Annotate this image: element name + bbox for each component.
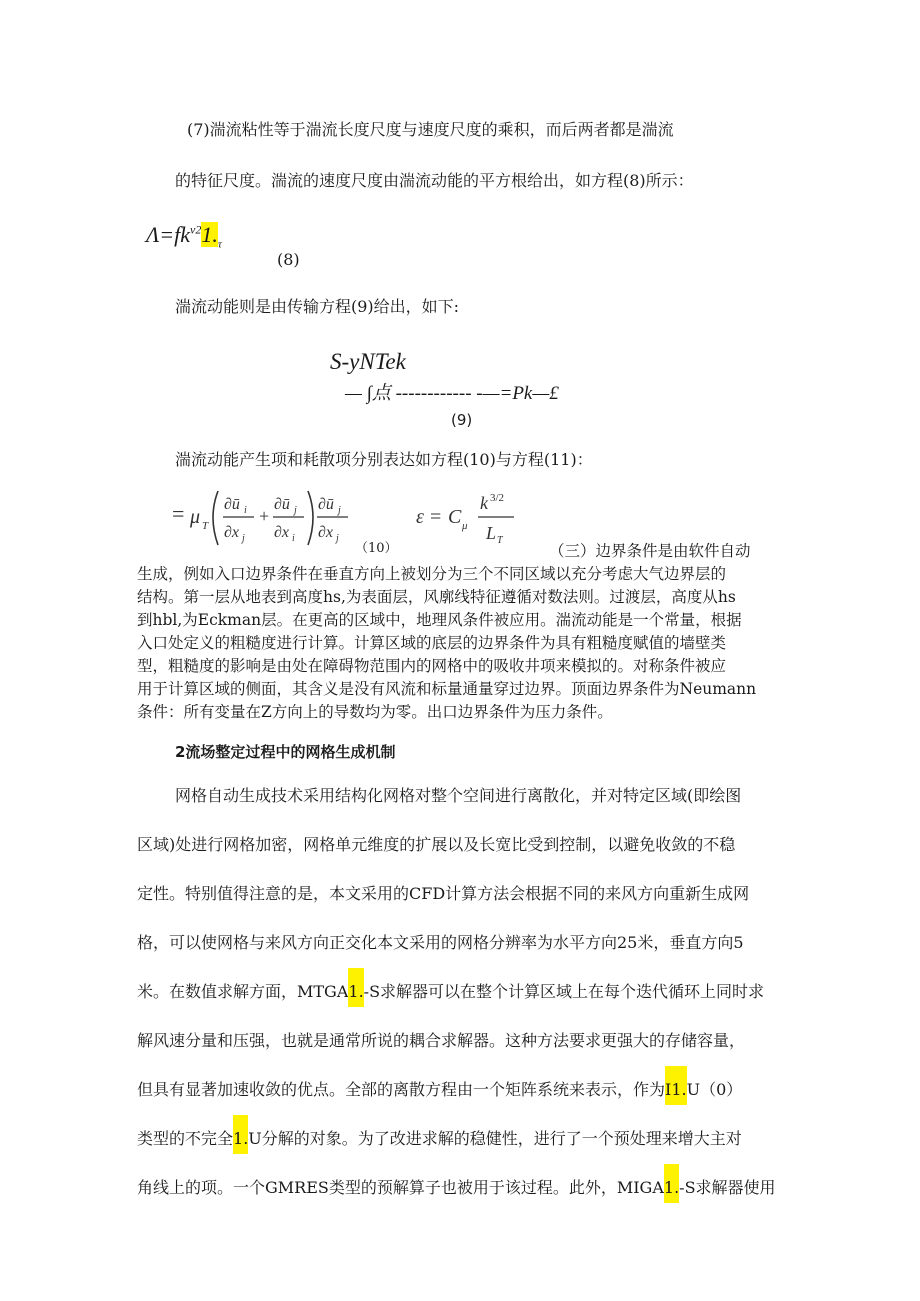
svg-text:∂ū: ∂ū (224, 496, 240, 513)
equation-10-11 (168, 483, 528, 551)
eq9-line2: — ∫点 ------------ -—=Pk—£ (345, 383, 559, 404)
eq10-number: （10） (355, 541, 398, 556)
svg-text:j: j (242, 533, 245, 544)
mesh-line-8 (137, 1126, 742, 1149)
eq8-sub: τ (217, 238, 222, 251)
boundary-line-3: 到hbl,为Eckman层。在更高的区域中，地理风条件被应用。湍流动能是一个常量，根据 (137, 611, 742, 629)
mesh-line-7b: U（0） (686, 1080, 743, 1099)
svg-text:∂x: ∂x (224, 524, 240, 541)
para-tke: 湍流动能则是由传输方程(9)给出，如下: (175, 297, 460, 316)
mesh-line-7a: 但具有显著加速收敛的优点。全部的离散方程由一个矩阵系统来表示，作为 (137, 1080, 666, 1099)
svg-text:j: j (294, 505, 297, 516)
mesh-line-7 (137, 1077, 742, 1100)
boundary-line-2: 结构。第一层从地表到高度hs,为表面层，风廓线特征遵循对数法则。过渡层，高度从hs (137, 588, 736, 606)
svg-text:ε: ε (416, 506, 424, 528)
mesh-line-8a: 类型的不完全 (137, 1129, 234, 1148)
svg-text:+: + (259, 506, 270, 526)
para7-line2: 的特征尺度。湍流的速度尺度由湍流动能的平方根给出，如方程(8)所示： (175, 171, 694, 190)
section-heading: 2流场整定过程中的网格生成机制 (175, 743, 396, 761)
highlight-mark: 1. (664, 1164, 679, 1203)
svg-text:C: C (448, 506, 462, 528)
svg-text:μ: μ (190, 506, 201, 528)
svg-text:j: j (336, 533, 339, 544)
svg-text:L: L (486, 523, 497, 543)
svg-text:j: j (338, 505, 341, 516)
eq8-sup: v2 (190, 222, 202, 237)
svg-text:∂x: ∂x (318, 524, 334, 541)
boundary-line-4: 入口处定义的粗糙度进行计算。计算区域的底层的边界条件为具有粗糙度赋值的墙壁类 (137, 634, 727, 652)
boundary-line-0: （三）边界条件是由软件自动 (549, 542, 751, 560)
svg-text:∂x: ∂x (274, 524, 290, 541)
boundary-line-7: 条件：所有变量在Z方向上的导数均为零。出口边界条件为压力条件。 (137, 703, 613, 721)
para7-line1: (7)湍流粘性等于湍流长度尺度与速度尺度的乘积，而后两者都是湍流 (187, 120, 674, 139)
svg-text:i: i (292, 533, 295, 544)
boundary-line-6: 用于计算区域的侧面，其含义是没有风流和标量通量穿过边界。顶面边界条件为Neumann (137, 680, 757, 698)
boundary-line-1: 生成，例如入口边界条件在垂直方向上被划分为三个不同区域以充分考虑大气边界层的 (137, 565, 727, 583)
svg-text:=: = (172, 501, 185, 526)
mesh-line-8b: U分解的对象。为了改进求解的稳健性，进行了一个预处理来增大主对 (248, 1129, 742, 1148)
mesh-line-9a: 角线上的项。一个GMRES类型的预解算子也被用于该过程。此外，MIGA (137, 1178, 664, 1197)
mesh-line-4: 格，可以使网格与来风方向正交化本文采用的网格分辨率为水平方向25米，垂直方向5 (137, 933, 744, 952)
eq8-highlight: 1. (201, 222, 218, 247)
svg-text:=: = (430, 506, 442, 528)
mesh-line-1: 网格自动生成技术采用结构化网格对整个空间进行离散化，并对特定区域(即绘图 (175, 786, 742, 805)
eq8-prefix: Λ=fk (146, 222, 191, 247)
svg-text:T: T (202, 520, 209, 532)
svg-text:k: k (480, 493, 488, 513)
svg-text:i: i (244, 505, 247, 516)
mesh-line-9b: -S求解器使用 (679, 1178, 776, 1197)
svg-text:μ: μ (462, 520, 468, 532)
boundary-line-5: 型，粗糙度的影响是由处在障碍物范围内的网格中的吸收井项来模拟的。对称条件被应 (137, 657, 727, 675)
mesh-line-6: 解风速分量和压强，也就是通常所说的耦合求解器。这种方法要求更强大的存储容量， (137, 1031, 746, 1050)
svg-text:3/2: 3/2 (490, 492, 505, 504)
mesh-line-3: 定性。特别值得注意的是，本文采用的CFD计算方法会根据不同的来风方向重新生成网 (137, 884, 750, 903)
mesh-line-5 (137, 979, 764, 1002)
eq9-number: (9) (451, 411, 473, 429)
svg-text:T: T (497, 535, 503, 546)
highlight-mark: 1. (348, 968, 363, 1007)
svg-text:∂ū: ∂ū (318, 496, 334, 513)
eq8-number: (8) (277, 250, 300, 269)
equation-8 (146, 222, 222, 250)
mesh-line-9 (137, 1175, 776, 1198)
highlight-mark: I1. (665, 1066, 687, 1105)
mesh-line-2: 区域)处进行网格加密，网格单元维度的扩展以及长宽比受到控制，以避免收敛的不稳 (137, 835, 736, 854)
eq9-line1: S-yNTek (330, 349, 406, 374)
para-prod: 湍流动能产生项和耗散项分别表达如方程(10)与方程(11)： (175, 450, 593, 469)
mesh-line-5a: 米。在数值求解方面，MTGA (137, 982, 349, 1001)
highlight-mark: 1. (233, 1115, 248, 1154)
svg-text:∂ū: ∂ū (274, 496, 290, 513)
mesh-line-5b: -S求解器可以在整个计算区域上在每个迭代循环上同时求 (363, 982, 765, 1001)
